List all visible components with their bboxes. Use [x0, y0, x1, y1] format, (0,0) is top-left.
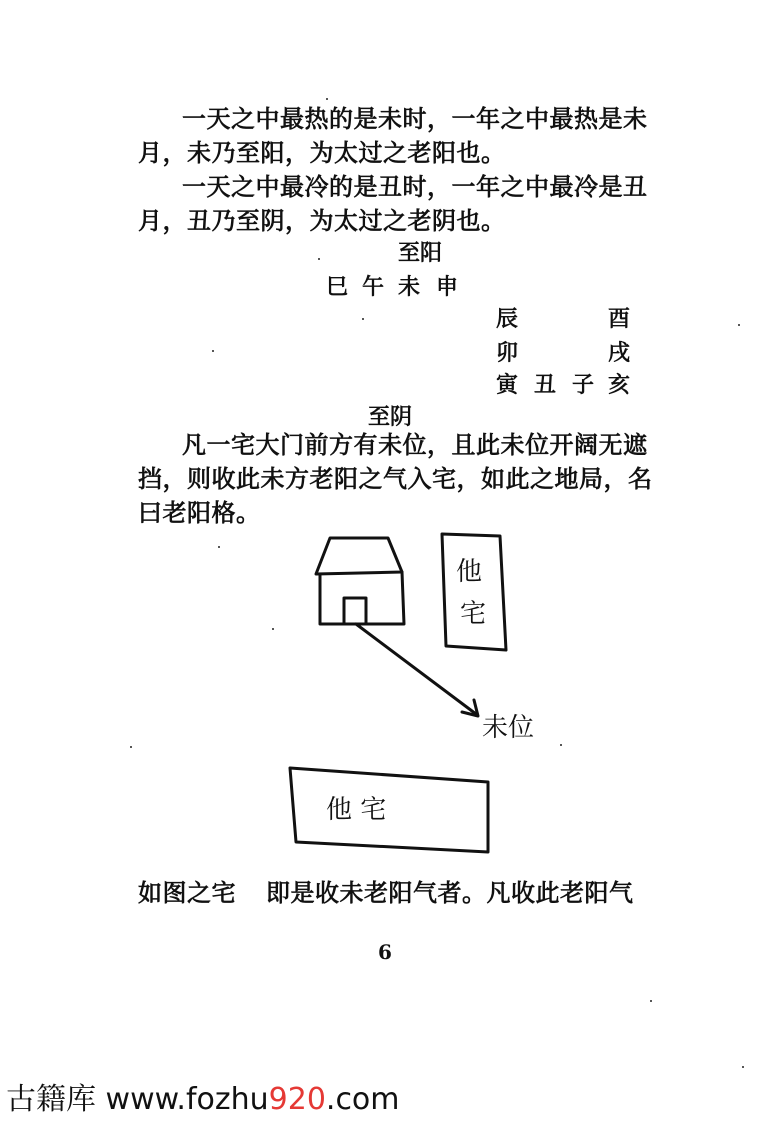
- chart-bottom-label: 至阴: [368, 404, 413, 430]
- watermark-url-prefix: www.fozhu: [105, 1082, 269, 1117]
- paragraph-2-line-2: 月，丑乃至阴，为太过之老阴也。: [138, 206, 506, 235]
- scan-speck: [560, 744, 562, 746]
- branch-xu: 戌: [607, 340, 630, 366]
- scan-speck: [362, 318, 364, 320]
- caption-right: 即是收未老阳气者。凡收此老阳气: [266, 878, 634, 907]
- scan-speck: [130, 746, 132, 748]
- branch-wei: 未: [397, 274, 420, 300]
- branch-you: 酉: [607, 306, 630, 332]
- scan-speck: [326, 98, 328, 100]
- other-house-bottom: [290, 768, 488, 852]
- scan-speck: [218, 546, 220, 548]
- other-house-right-char-2: 宅: [460, 599, 487, 629]
- house-roof: [316, 538, 402, 574]
- arrow-label: 未位: [482, 713, 535, 743]
- other-house-right: [442, 534, 506, 650]
- other-house-bottom-label: 他 宅: [326, 795, 387, 825]
- branch-hai: 亥: [607, 372, 630, 398]
- other-house-right-char-1: 他: [456, 557, 483, 587]
- watermark-url-suffix: .com: [325, 1082, 400, 1117]
- paragraph-3-line-2: 挡，则收此未方老阳之气入宅，如此之地局，名: [138, 464, 653, 493]
- arrow-line: [356, 624, 476, 714]
- chart-top-label: 至阳: [398, 240, 443, 266]
- scan-speck: [212, 350, 214, 352]
- scan-speck: [272, 628, 274, 630]
- paragraph-2-line-1: 一天之中最冷的是丑时，一年之中最冷是丑: [182, 172, 648, 201]
- branch-mao: 卯: [495, 340, 518, 366]
- branch-wu: 午: [361, 274, 384, 300]
- page-number: 6: [378, 940, 392, 964]
- branch-chen: 辰: [495, 306, 518, 332]
- branch-si: 巳: [325, 274, 348, 300]
- house-door: [344, 598, 366, 624]
- scan-speck: [318, 258, 320, 260]
- caption-left: 如图之宅: [138, 878, 236, 907]
- watermark-url-number: 920: [268, 1082, 326, 1117]
- scan-speck: [738, 324, 740, 326]
- scan-speck: [742, 1066, 744, 1068]
- site-watermark: [6, 1074, 400, 1118]
- paragraph-3-line-1: 凡一宅大门前方有未位，且此未位开阔无遮: [182, 430, 648, 459]
- watermark-site-name: 古籍库: [6, 1082, 96, 1117]
- branch-yin: 寅: [495, 372, 518, 398]
- branch-zi: 子: [571, 372, 594, 398]
- paragraph-3-line-3: 曰老阳格。: [138, 498, 261, 527]
- paragraph-1-line-1: 一天之中最热的是未时，一年之中最热是未: [182, 104, 648, 133]
- paragraph-1-line-2: 月，未乃至阳，为太过之老阳也。: [138, 138, 506, 167]
- branch-chou: 丑: [533, 372, 556, 398]
- branch-shen: 申: [435, 274, 458, 300]
- scan-speck: [650, 1000, 652, 1002]
